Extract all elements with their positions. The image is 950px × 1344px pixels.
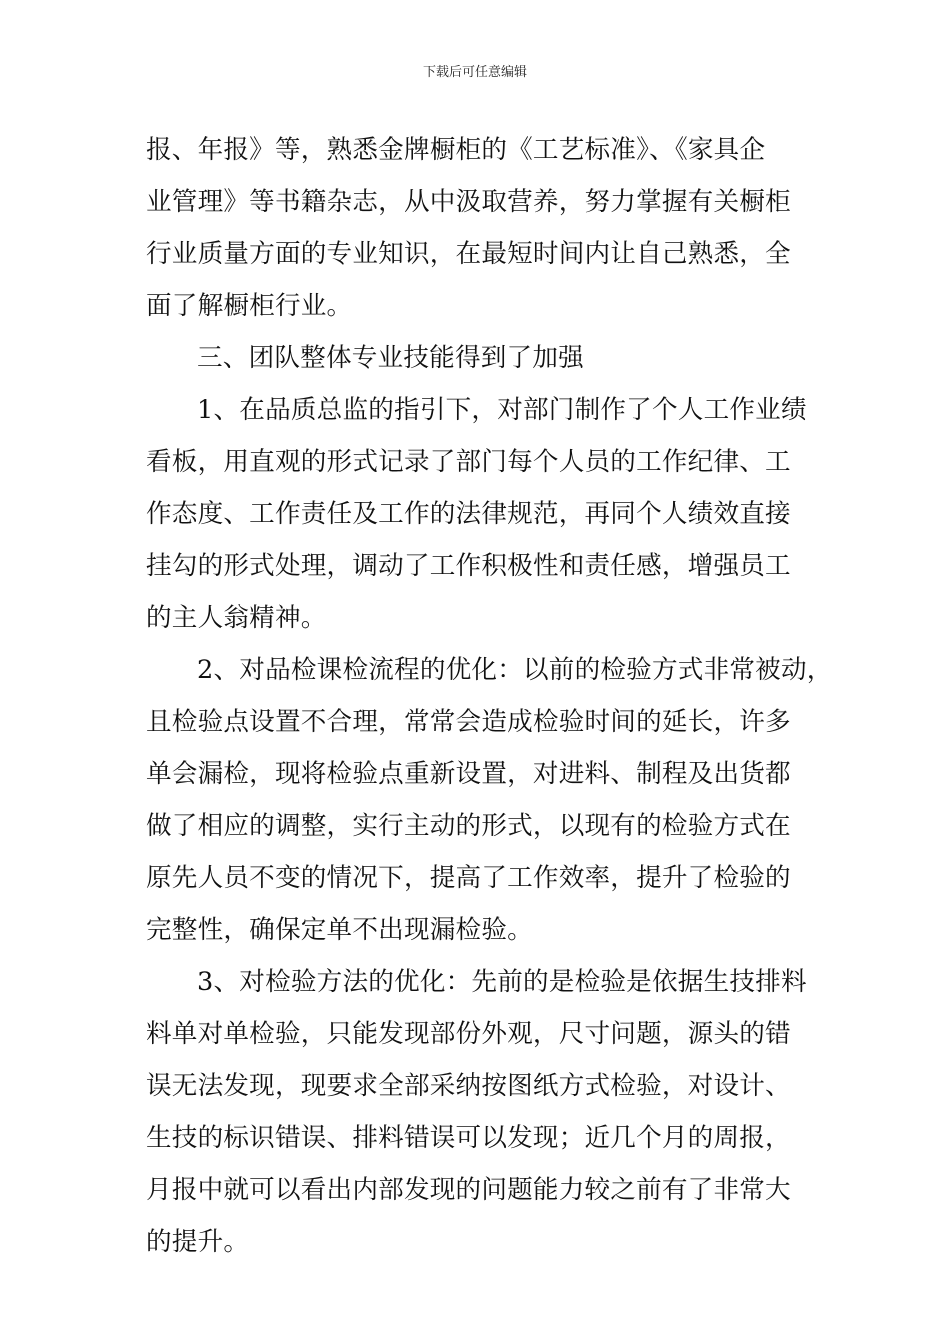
- text-line: 2、对品检课检流程的优化：以前的检验方式非常被动，: [197, 655, 833, 685]
- paragraph-item-2: [146, 644, 833, 956]
- page-header-note: 下载后可任意编辑: [422, 65, 527, 80]
- paragraph-item-1: [146, 384, 814, 644]
- text-line: 作态度、工作责任及工作的法律规范，再同个人绩效直接: [146, 499, 791, 529]
- paragraph-continuation: [146, 124, 814, 332]
- text-line: 行业质量方面的专业知识，在最短时间内让自己熟悉，全: [146, 239, 791, 269]
- text-line: 业管理》等书籍杂志，从中汲取营养，努力掌握有关橱柜: [146, 187, 791, 217]
- text-line: 报、年报》等，熟悉金牌橱柜的《工艺标准》、《家具企: [146, 135, 766, 165]
- text-line: 料单对单检验，只能发现部份外观，尺寸问题，源头的错: [146, 1019, 791, 1049]
- text-line: 月报中就可以看出内部发现的问题能力较之前有了非常大: [146, 1175, 791, 1205]
- text-line: 的提升。: [146, 1227, 250, 1257]
- text-line: 1、在品质总监的指引下，对部门制作了个人工作业绩: [197, 395, 807, 425]
- section-heading-text: 三、团队整体专业技能得到了加强: [197, 343, 584, 373]
- text-line: 做了相应的调整，实行主动的形式，以现有的检验方式在: [146, 811, 791, 841]
- text-line: 3、对检验方法的优化：先前的是检验是依据生技排料: [197, 967, 807, 997]
- text-line: 的主人翁精神。: [146, 603, 327, 633]
- text-line: 挂勾的形式处理，调动了工作积极性和责任感，增强员工: [146, 551, 791, 581]
- text-line: 完整性，确保定单不出现漏检验。: [146, 915, 533, 945]
- text-line: 生技的标识错误、排料错误可以发现；近几个月的周报，: [146, 1123, 791, 1153]
- text-line: 且检验点设置不合理，常常会造成检验时间的延长，许多: [146, 707, 791, 737]
- text-line: 面了解橱柜行业。: [146, 291, 353, 321]
- text-line: 原先人员不变的情况下，提高了工作效率，提升了检验的: [146, 863, 791, 893]
- paragraph-item-3: [146, 956, 814, 1268]
- text-line: 误无法发现，现要求全部采纳按图纸方式检验，对设计、: [146, 1071, 791, 1101]
- section-heading: [146, 332, 814, 384]
- text-line: 看板，用直观的形式记录了部门每个人员的工作纪律、工: [146, 447, 791, 477]
- text-line: 单会漏检，现将检验点重新设置，对进料、制程及出货都: [146, 759, 791, 789]
- document-body: [146, 124, 833, 1268]
